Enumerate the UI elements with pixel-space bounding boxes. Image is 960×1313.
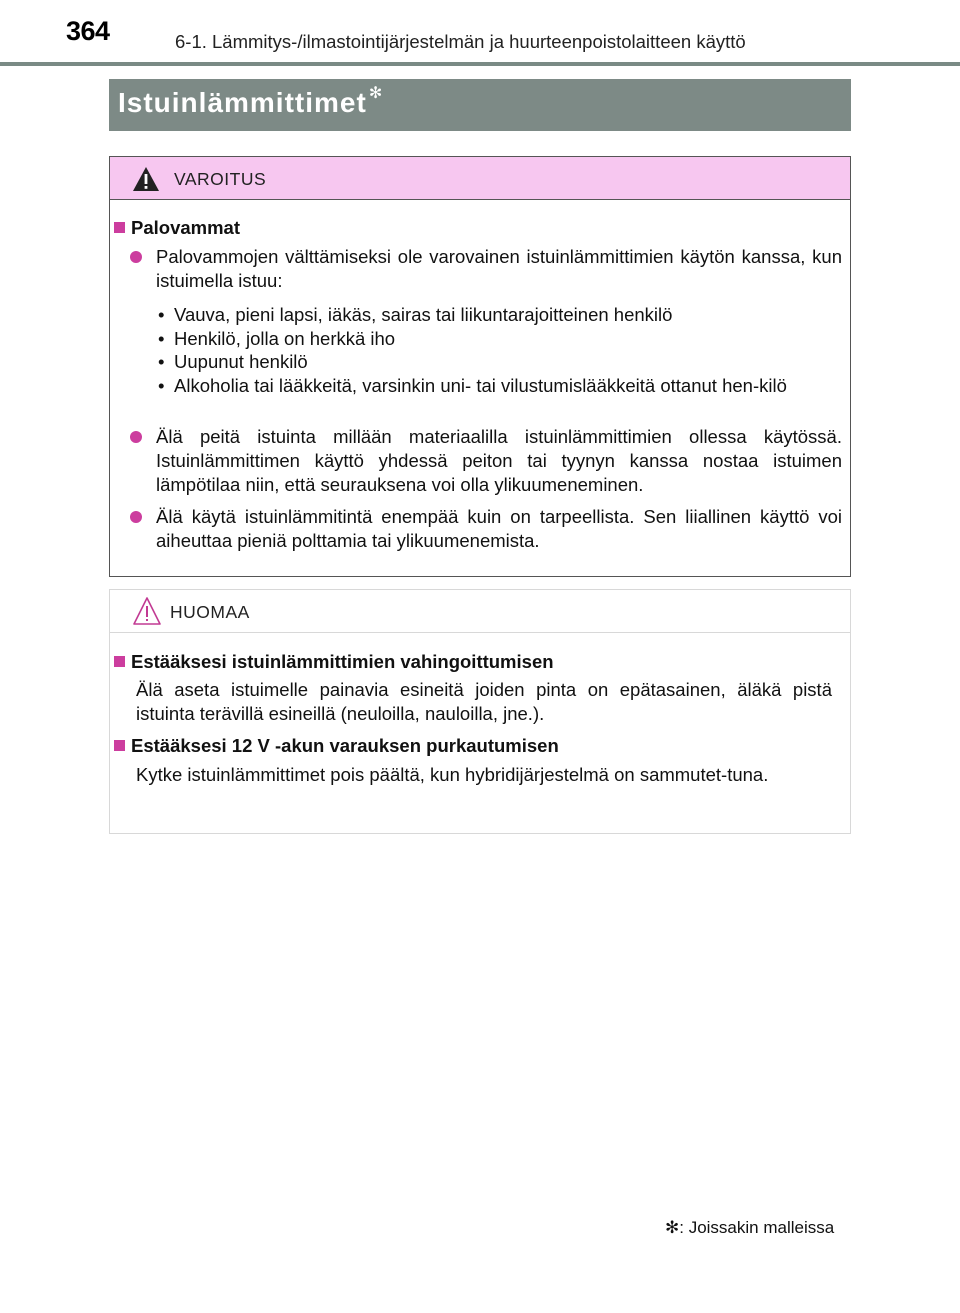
warning-item-1 (130, 245, 842, 295)
section-title-bar (109, 79, 851, 131)
warning-bullet-list (158, 303, 818, 397)
round-bullet-icon (130, 511, 142, 523)
list-item: • Uupunut henkilö (158, 350, 818, 374)
warning-triangle-icon (132, 166, 160, 192)
section-title (118, 87, 383, 119)
notice-section-2-title: Estääksesi 12 V -akun varauksen purkautumisen (131, 735, 559, 756)
warning-item-3 (130, 505, 842, 555)
footnote (665, 1218, 834, 1238)
warning-section-heading (114, 217, 240, 239)
list-item: • Henkilö, jolla on herkkä iho (158, 327, 818, 351)
notice-box (109, 589, 851, 834)
section-title-text: Istuinlämmittimet (118, 87, 367, 118)
warning-item-1-text: Palovammojen välttämiseksi ole varovainen istuinlämmittimien käytön kanssa, kun istuimella istuu: (156, 246, 842, 291)
square-bullet-icon (114, 656, 125, 667)
footnote-text: : Joissakin malleissa (679, 1218, 835, 1237)
caution-triangle-icon (132, 596, 162, 626)
asterisk-icon: ✻ (368, 85, 384, 102)
notice-section-2-text: Kytke istuinlämmittimet pois päältä, kun hybridijärjestelmä on sammutet-tuna. (136, 764, 769, 785)
warning-header (110, 157, 850, 200)
page-number: 364 (66, 16, 110, 46)
list-item: • Vauva, pieni lapsi, iäkäs, sairas tai liikuntarajoitteinen henkilö (158, 303, 818, 327)
warning-box (109, 156, 851, 577)
notice-section-1-text: Älä aseta istuimelle painavia esineitä joiden pinta on epätasainen, äläkä pistä istuinta terävillä esineillä (neuloilla, nauloilla, jne.). (136, 679, 832, 724)
notice-section-1-heading (114, 651, 554, 673)
page-header (0, 0, 960, 66)
chapter-title: 6-1. Lämmitys-/ilmastointijärjestelmän ja huurteenpoistolaitteen käyttö (175, 31, 746, 52)
warning-item-2-text: Älä peitä istuinta millään materiaalilla istuinlämmittimien ollessa käytössä. Istuinlämmittimen käyttö yhdessä peiton tai tyynyn kanssa nostaa istuimen lämpötilaa niin, että seurauksena voi olla ylikuumeneminen. (156, 426, 842, 495)
list-item: • Alkoholia tai lääkkeitä, varsinkin uni- tai vilustumislääkkeitä ottanut hen-kilö (158, 374, 794, 398)
round-bullet-icon (130, 431, 142, 443)
warning-item-2 (130, 425, 842, 500)
square-bullet-icon (114, 740, 125, 751)
warning-section-title: Palovammat (131, 217, 240, 238)
header-divider (0, 62, 960, 66)
square-bullet-icon (114, 222, 125, 233)
warning-label: VAROITUS (174, 169, 267, 189)
round-bullet-icon (130, 251, 142, 263)
notice-section-2-heading (114, 735, 559, 757)
notice-label: HUOMAA (170, 602, 250, 622)
asterisk-icon: ✻ (665, 1218, 680, 1237)
notice-section-1-title: Estääksesi istuinlämmittimien vahingoittumisen (131, 651, 554, 672)
notice-header (110, 590, 850, 633)
warning-item-3-text: Älä käytä istuinlämmitintä enempää kuin on tarpeellista. Sen liiallinen käyttö voi aiheuttaa pieniä polttamia tai ylikuumenemista. (156, 506, 842, 551)
